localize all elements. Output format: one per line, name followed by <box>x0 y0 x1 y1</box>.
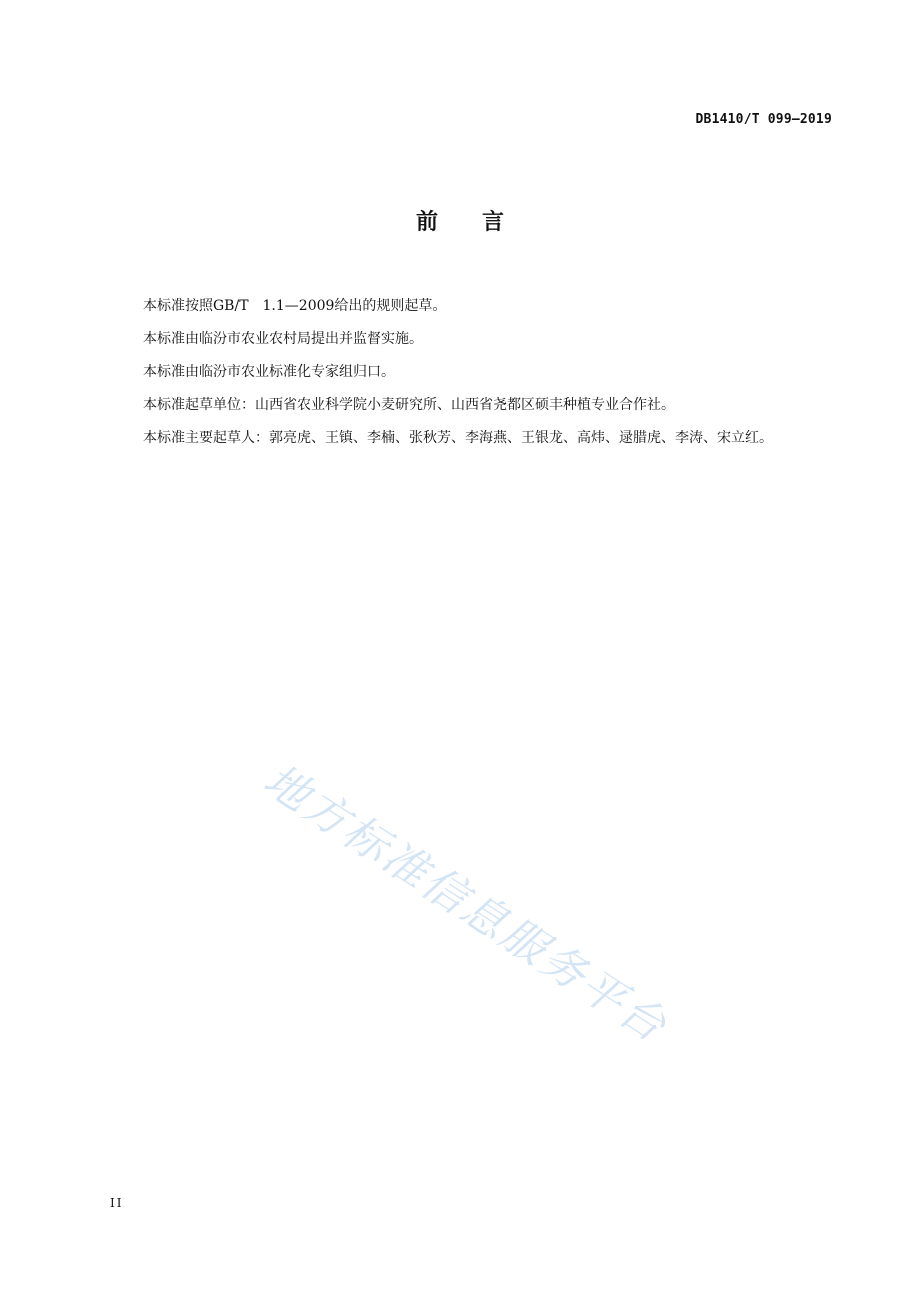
preface-body <box>110 290 832 455</box>
paragraph-main-drafters: 本标准主要起草人：郭亮虎、王镇、李楠、张秋芳、李海燕、王银龙、高炜、逯腊虎、李涛、宋立红。 <box>143 430 773 446</box>
paragraph-drafting-units: 本标准起草单位：山西省农业科学院小麦研究所、山西省尧都区硕丰种植专业合作社。 <box>143 397 675 413</box>
page-title: 前言 <box>415 210 548 235</box>
page-number: II <box>110 1196 124 1210</box>
paragraph-proposer: 本标准由临汾市农业农村局提出并监督实施。 <box>143 331 423 347</box>
document-code: DB1410/T 099—2019 <box>695 112 832 127</box>
paragraph-drafting-rules: 本标准按照GB/T 1.1—2009给出的规则起草。 <box>143 298 447 314</box>
paragraph-centralized-unit: 本标准由临汾市农业标准化专家组归口。 <box>143 364 395 380</box>
watermark: 地方标准信息服务平台 <box>254 754 677 1054</box>
